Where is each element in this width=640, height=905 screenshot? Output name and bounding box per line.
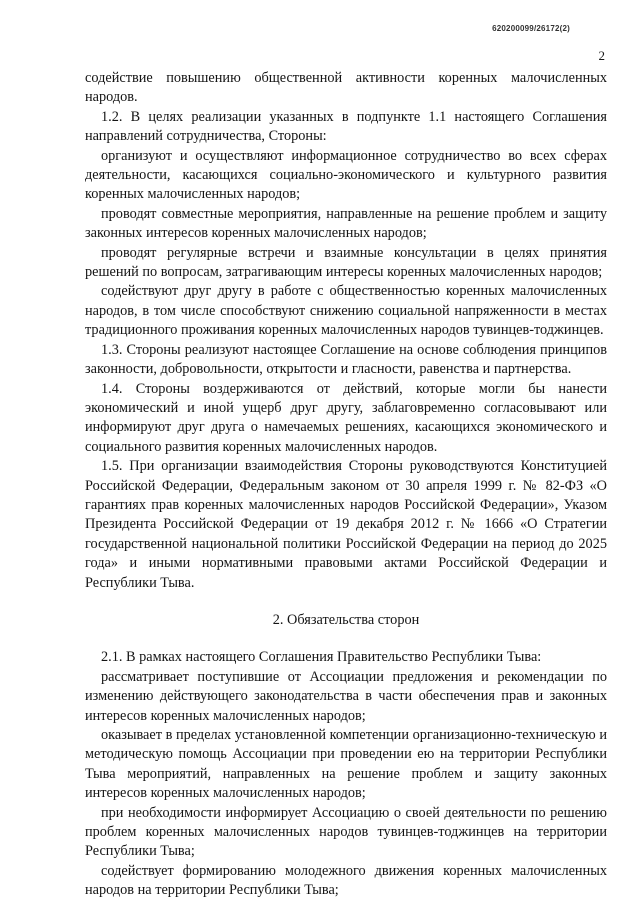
page-number: 2	[598, 48, 605, 63]
paragraph-item: проводят совместные мероприятия, направленные на решение проблем и защиту законных интересов коренных малочисленных народов;	[85, 205, 607, 242]
document-id: 620200099/26172(2)	[492, 24, 570, 33]
paragraph-1-3: 1.3. Стороны реализуют настоящее Соглашение на основе соблюдения принципов законности, добровольности, открытости и гласности, равенства и партнерства.	[85, 341, 607, 378]
section-heading: 2. Обязательства сторон	[272, 611, 420, 628]
paragraph-1-5: 1.5. При организации взаимодействия Стороны руководствуются Конституцией Российской Федерации, Федеральным законом от 30 апреля 1999 г. № 82-ФЗ «О гарантиях прав коренных малочисленных народов Российской Федерации», Указом Президента Российской Федерации от 19 декабря 2012 г. № 1666 «О Стратегии государственной национальной политики Российской Федерации на период до 2025 года» и иными нормативными правовыми актами Российской Федерации и Республики Тыва.	[85, 458, 607, 591]
paragraph-item: оказывает в пределах установленной компетенции организационно-техническую и методическую помощь Ассоциации при проведении ею на территории Республики Тыва мероприятий, направленных на решение проблем и защиту законных интересов коренных малочисленных народов;	[85, 727, 607, 802]
paragraph-continuation: содействие повышению общественной активности коренных малочисленных народов.	[85, 70, 607, 106]
paragraph-item: проводят регулярные встречи и взаимные консультации в целях принятия решений по вопросам, затрагивающим интересы коренных малочисленных народов;	[85, 244, 607, 281]
paragraph-item: при необходимости информирует Ассоциацию о своей деятельности по решению проблем коренных малочисленных народов тувинцев-тоджинцев на территории Республики Тыва;	[85, 804, 607, 860]
paragraph-1-2: 1.2. В целях реализации указанных в подпункте 1.1 настоящего Соглашения направлений сотрудничества, Стороны:	[85, 108, 607, 145]
paragraph-1-4: 1.4. Стороны воздерживаются от действий, которые могли бы нанести экономический и иной ущерб друг другу, заблаговременно согласовывают или информируют друг друга о намечаемых решениях, касающихся экономического и социального развития коренных малочисленных народов.	[85, 380, 607, 455]
paragraph-item: содействуют друг другу в работе с общественностью коренных малочисленных народов, в том числе способствуют снижению социальной напряженности в местах традиционного проживания коренных малочисленных народов тувинцев-тоджинцев.	[85, 283, 607, 339]
paragraph-item: организуют и осуществляют информационное сотрудничество во всех сферах деятельности, касающихся социально-экономического и культурного развития коренных малочисленных народов;	[85, 147, 607, 203]
paragraph-item: рассматривает поступившие от Ассоциации предложения и рекомендации по изменению действующего законодательства в части обеспечения прав и законных интересов коренных малочисленных народов;	[85, 668, 607, 724]
paragraph-item: содействует формированию молодежного движения коренных малочисленных народов на территории Республики Тыва;	[85, 862, 607, 899]
paragraph-2-1: 2.1. В рамках настоящего Соглашения Правительство Республики Тыва:	[101, 649, 542, 666]
document-body	[85, 69, 607, 901]
